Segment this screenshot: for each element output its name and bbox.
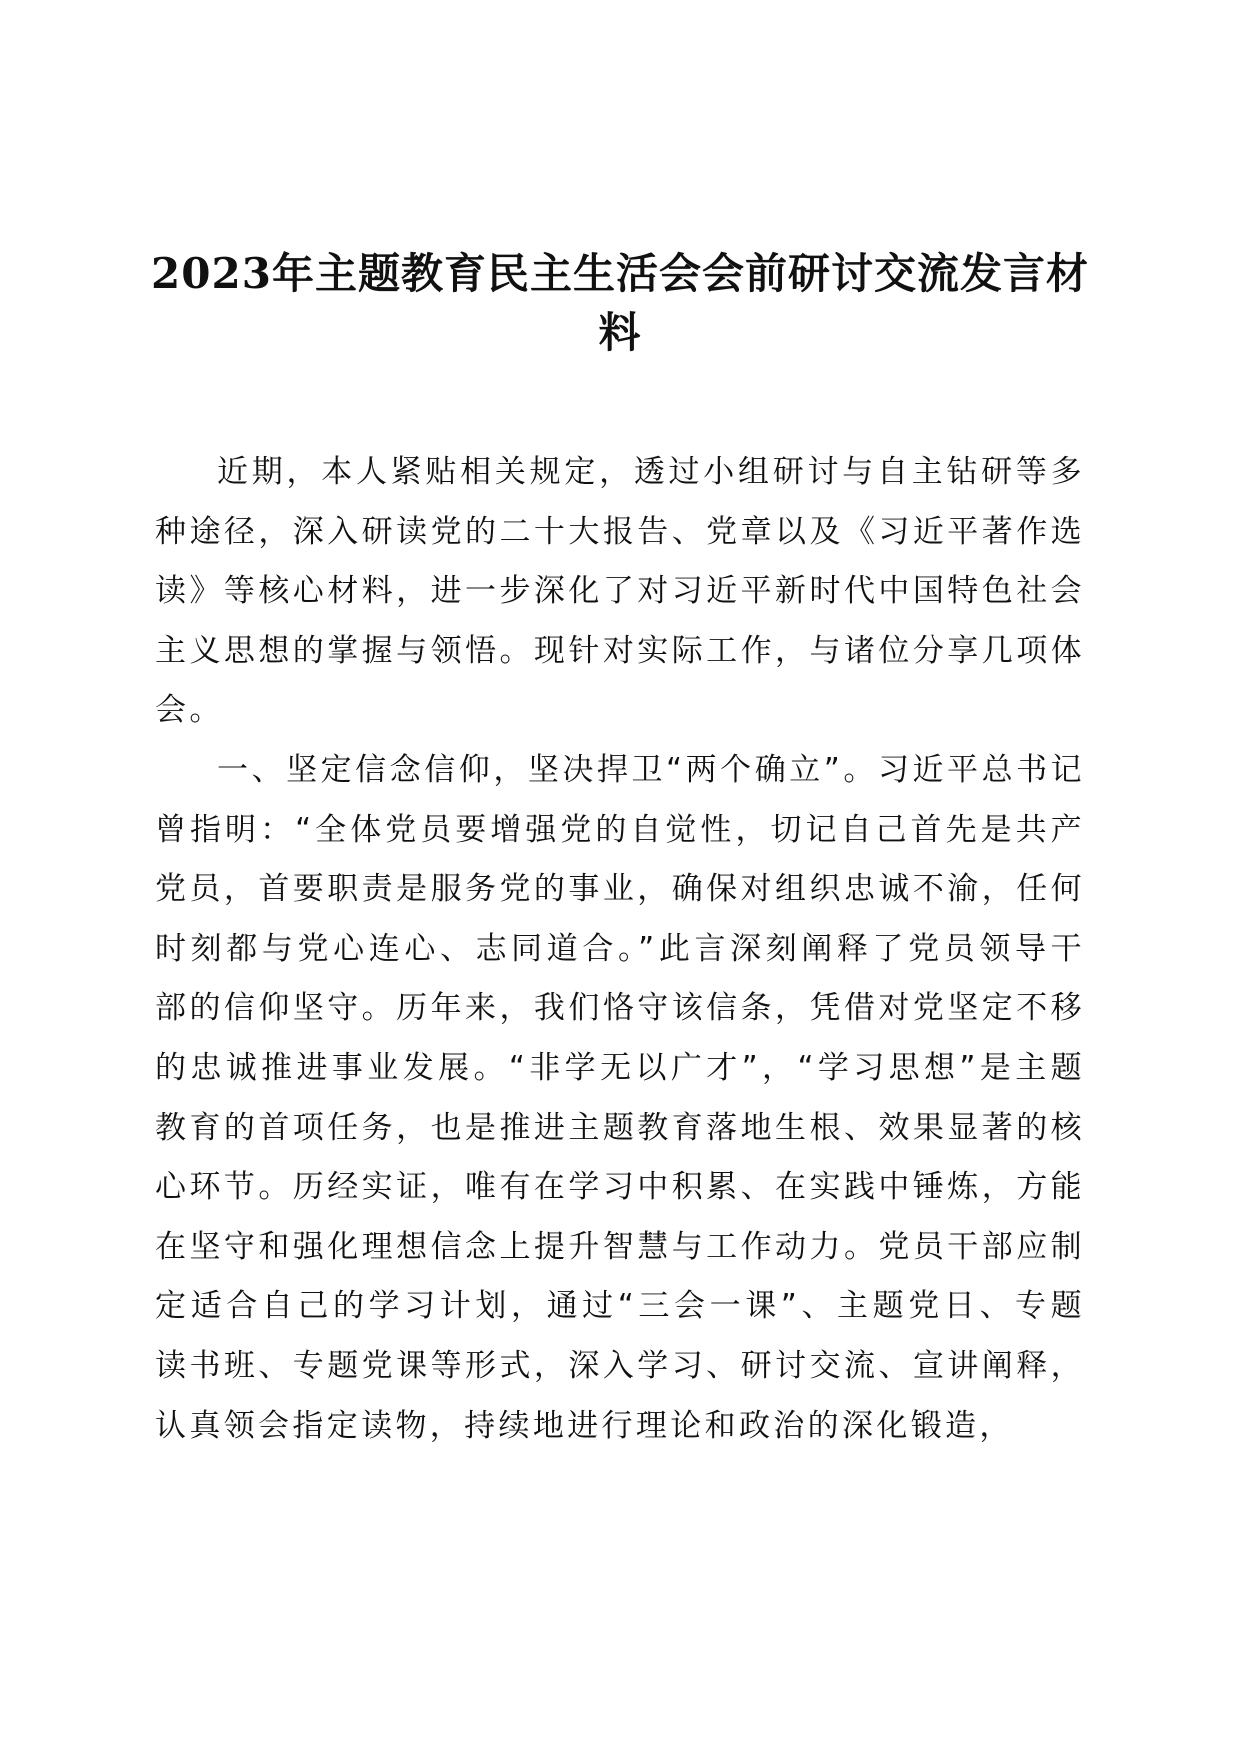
- paragraph-section-one: 一、坚定信念信仰，坚决捍卫“两个确立”。习近平总书记曾指明：“全体党员要增强党的自觉性，切记自己首先是共产党员，首要职责是服务党的事业，确保对组织忠诚不渝，任何时刻都与党心连心、志同道合。”此言深刻阐释了党员领导干部的信仰坚守。历年来，我们恪守该信条，凭借对党坚定不移的忠诚推进事业发展。“非学无以广才”，“学习思想”是主题教育的首项任务，也是推进主题教育落地生根、效果显著的核心环节。历经实证，唯有在学习中积累、在实践中锤炼，方能在坚守和强化理想信念上提升智慧与工作动力。党员干部应制定适合自己的学习计划，通过“三会一课”、主题党日、专题读书班、专题党课等形式，深入学习、研讨交流、宣讲阐释，认真领会指定读物，持续地进行理论和政治的深化锻造，: [155, 751, 1085, 1444]
- document-title: 2023年主题教育民主生活会会前研讨交流发言材料: [151, 249, 1089, 357]
- document-body: [155, 443, 1085, 1456]
- paragraph-intro: 近期，本人紧贴相关规定，透过小组研讨与自主钻研等多种途径，深入研读党的二十大报告、党章以及《习近平著作选读》等核心材料，进一步深化了对习近平新时代中国特色社会主义思想的掌握与领悟。现针对实际工作，与诸位分享几项体会。: [155, 454, 1085, 729]
